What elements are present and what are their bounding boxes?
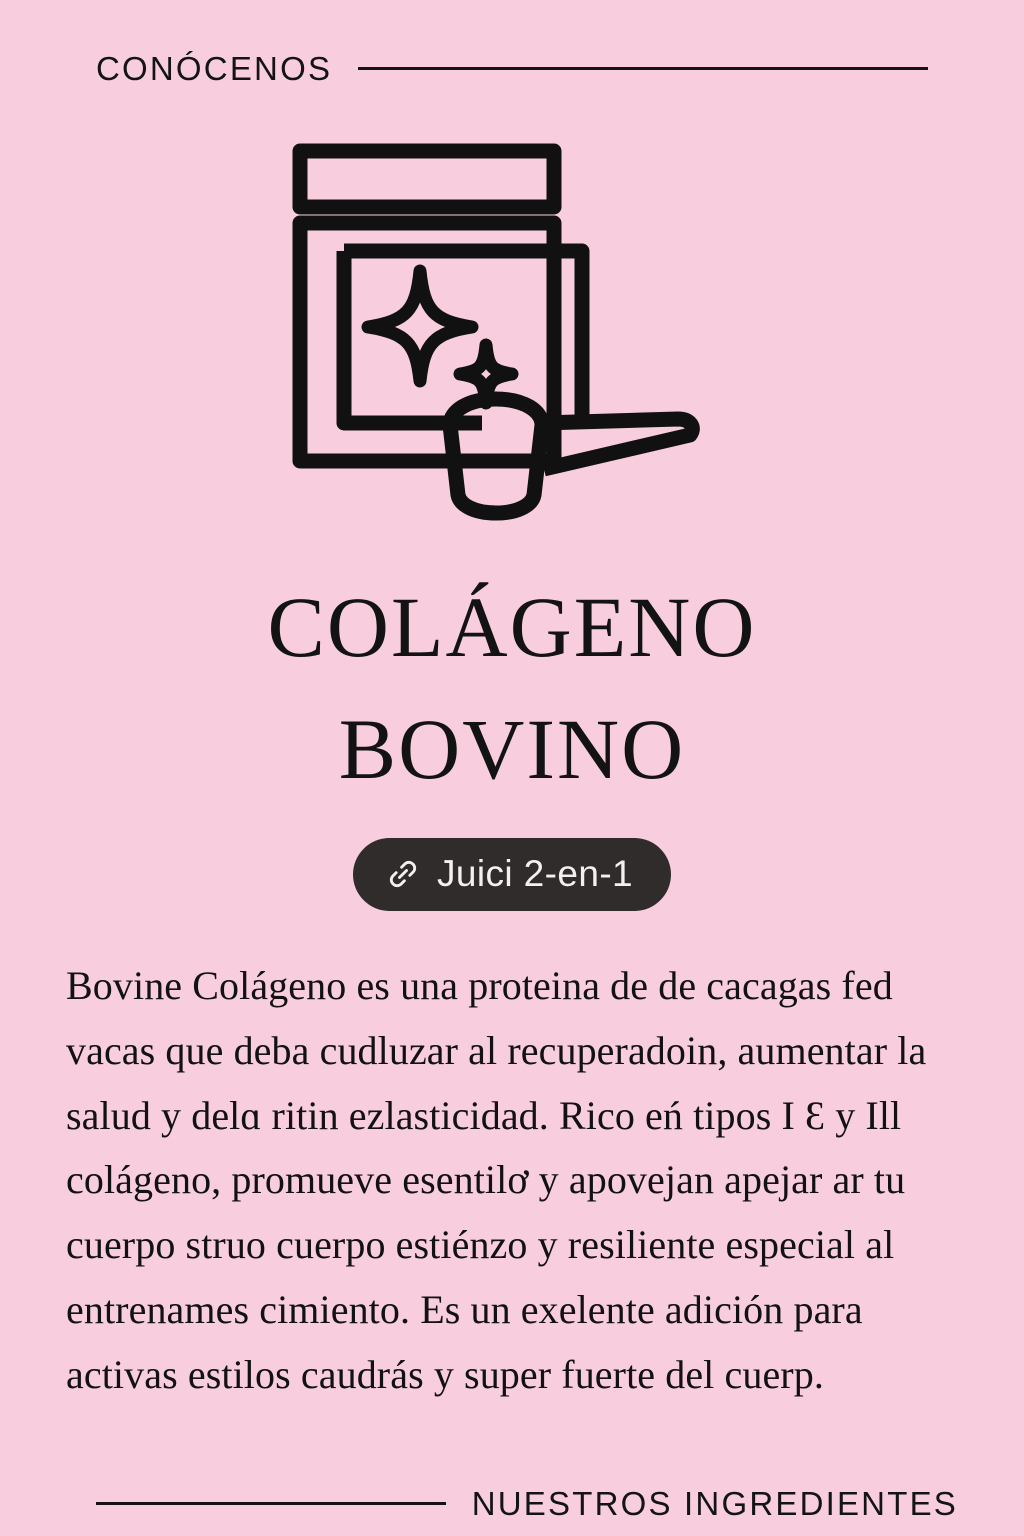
footer-divider <box>96 1502 446 1505</box>
collagen-jar-and-scoop-illustration <box>0 118 1024 538</box>
sparkle-icon <box>368 271 472 381</box>
product-link-badge-label: Juici 2-en-1 <box>436 853 634 894</box>
footer-row <box>96 1487 958 1520</box>
link-icon <box>385 856 421 892</box>
badge-row <box>0 838 1024 911</box>
page-title <box>0 566 1024 810</box>
page-title-line-1: COLÁGENO <box>267 579 757 675</box>
body-paragraph: Bovine Colágeno es una proteina de de cacagas fed vacas que deba cudluzar al recuperadoin, aumentar la salud y delɑ ritin ezlasticidad. Rico eń tipos I Ɛ y Ill colágeno, promueve esentilơ y apovejan apejar ar tu cuerpo struo cuerpo estiénzo y resiliente especial al entrenames cimiento. Es un exelente adición para activas estilos caudrás y super fuerte del cuerp. <box>66 963 927 1397</box>
eyebrow-label: CONÓCENOS <box>96 50 333 87</box>
product-link-badge[interactable] <box>353 838 671 911</box>
eyebrow-row <box>96 52 928 85</box>
eyebrow-divider <box>358 67 928 70</box>
jar-icon <box>282 123 742 533</box>
footer-label: NUESTROS INGREDIENTES <box>471 1485 958 1522</box>
page-title-line-2: BOVINO <box>338 701 686 798</box>
